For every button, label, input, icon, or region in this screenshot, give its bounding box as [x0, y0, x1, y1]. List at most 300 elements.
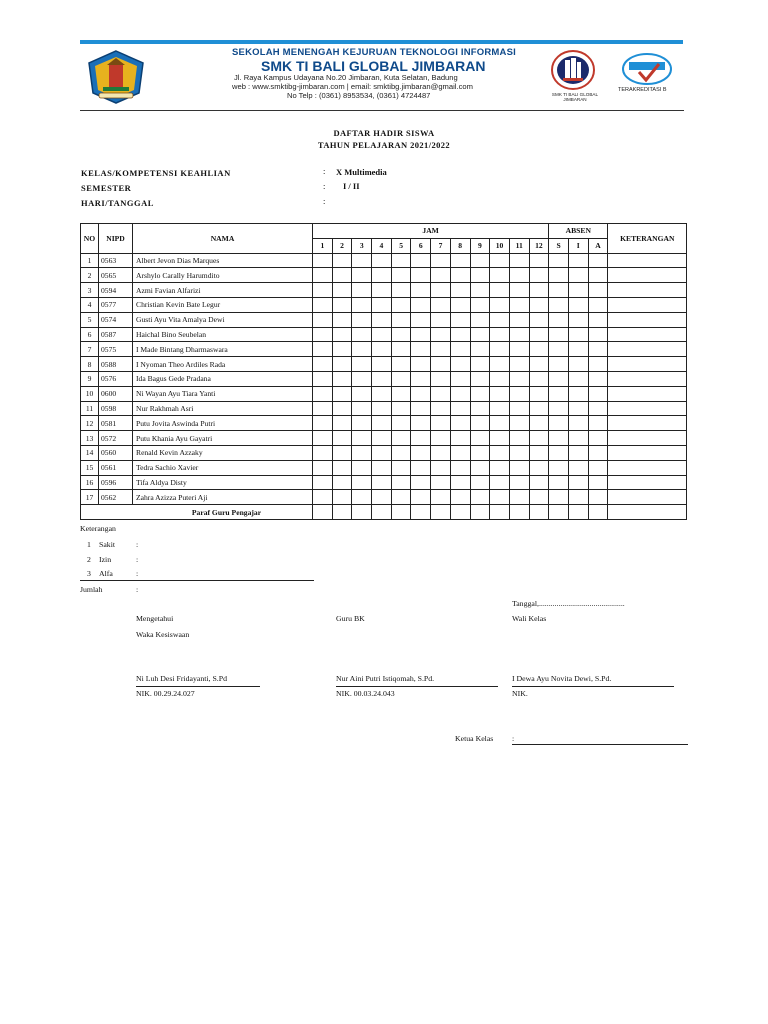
attendance-cell[interactable] [490, 297, 510, 312]
attendance-cell[interactable] [313, 431, 333, 446]
attendance-cell[interactable] [411, 253, 431, 268]
attendance-cell[interactable] [450, 416, 470, 431]
attendance-cell[interactable] [588, 401, 608, 416]
paraf-cell[interactable] [549, 505, 569, 520]
attendance-cell[interactable] [608, 342, 687, 357]
attendance-cell[interactable] [411, 268, 431, 283]
attendance-cell[interactable] [490, 445, 510, 460]
attendance-cell[interactable] [588, 490, 608, 505]
attendance-cell[interactable] [372, 327, 392, 342]
header-divider [80, 110, 684, 111]
attendance-cell[interactable] [490, 416, 510, 431]
attendance-cell[interactable] [509, 386, 529, 401]
attendance-cell[interactable] [372, 416, 392, 431]
attendance-cell[interactable] [450, 312, 470, 327]
attendance-cell[interactable] [411, 490, 431, 505]
attendance-cell[interactable] [470, 371, 490, 386]
attendance-cell[interactable] [549, 490, 569, 505]
attendance-cell[interactable] [529, 283, 549, 298]
attendance-cell[interactable] [391, 253, 411, 268]
attendance-cell[interactable] [372, 460, 392, 475]
attendance-cell[interactable] [391, 475, 411, 490]
attendance-cell[interactable] [372, 401, 392, 416]
paraf-cell[interactable] [529, 505, 549, 520]
paraf-cell[interactable] [470, 505, 490, 520]
attendance-cell[interactable] [529, 371, 549, 386]
attendance-cell[interactable] [411, 312, 431, 327]
attendance-cell[interactable] [529, 475, 549, 490]
attendance-cell[interactable] [391, 490, 411, 505]
attendance-cell[interactable] [588, 342, 608, 357]
attendance-cell[interactable] [391, 401, 411, 416]
attendance-cell[interactable] [608, 475, 687, 490]
attendance-cell[interactable] [411, 297, 431, 312]
attendance-cell[interactable] [372, 268, 392, 283]
attendance-cell[interactable] [608, 283, 687, 298]
paraf-cell[interactable] [490, 505, 510, 520]
attendance-cell[interactable] [411, 283, 431, 298]
attendance-cell[interactable] [431, 431, 451, 446]
attendance-cell[interactable] [352, 475, 372, 490]
attendance-cell[interactable] [490, 283, 510, 298]
attendance-cell[interactable] [391, 327, 411, 342]
attendance-cell[interactable] [352, 253, 372, 268]
paraf-cell[interactable] [509, 505, 529, 520]
attendance-cell[interactable] [509, 357, 529, 372]
attendance-cell[interactable] [372, 431, 392, 446]
attendance-cell[interactable] [608, 312, 687, 327]
attendance-cell[interactable] [608, 401, 687, 416]
attendance-cell[interactable] [568, 283, 588, 298]
paraf-cell[interactable] [391, 505, 411, 520]
attendance-cell[interactable] [391, 312, 411, 327]
attendance-cell[interactable] [529, 445, 549, 460]
attendance-cell[interactable] [568, 297, 588, 312]
attendance-cell[interactable] [568, 431, 588, 446]
attendance-cell[interactable] [549, 460, 569, 475]
attendance-cell[interactable] [450, 297, 470, 312]
attendance-cell[interactable] [352, 327, 372, 342]
attendance-cell[interactable] [490, 386, 510, 401]
attendance-cell[interactable] [332, 253, 352, 268]
attendance-cell[interactable] [411, 431, 431, 446]
attendance-cell[interactable] [332, 312, 352, 327]
signer-1-name: Ni Luh Desi Fridayanti, S.Pd [136, 674, 227, 683]
attendance-cell[interactable] [509, 253, 529, 268]
attendance-cell[interactable] [313, 445, 333, 460]
attendance-cell[interactable] [450, 371, 470, 386]
attendance-cell[interactable] [332, 416, 352, 431]
attendance-cell[interactable] [450, 283, 470, 298]
table-row [81, 371, 687, 386]
attendance-cell[interactable] [431, 460, 451, 475]
attendance-cell[interactable] [332, 268, 352, 283]
attendance-cell[interactable] [450, 253, 470, 268]
row-no: 14 [81, 445, 99, 460]
attendance-cell[interactable] [568, 460, 588, 475]
attendance-cell[interactable] [490, 342, 510, 357]
attendance-cell[interactable] [411, 416, 431, 431]
attendance-cell[interactable] [313, 416, 333, 431]
attendance-cell[interactable] [470, 268, 490, 283]
attendance-cell[interactable] [391, 371, 411, 386]
attendance-cell[interactable] [450, 490, 470, 505]
attendance-cell[interactable] [529, 268, 549, 283]
attendance-cell[interactable] [332, 371, 352, 386]
attendance-cell[interactable] [568, 357, 588, 372]
attendance-cell[interactable] [490, 475, 510, 490]
attendance-cell[interactable] [608, 357, 687, 372]
attendance-cell[interactable] [588, 357, 608, 372]
attendance-cell[interactable] [509, 297, 529, 312]
attendance-cell[interactable] [332, 401, 352, 416]
attendance-cell[interactable] [332, 490, 352, 505]
attendance-cell[interactable] [372, 371, 392, 386]
attendance-cell[interactable] [509, 312, 529, 327]
attendance-cell[interactable] [568, 386, 588, 401]
attendance-cell[interactable] [470, 475, 490, 490]
attendance-cell[interactable] [470, 342, 490, 357]
attendance-cell[interactable] [313, 386, 333, 401]
attendance-cell[interactable] [470, 283, 490, 298]
attendance-cell[interactable] [411, 357, 431, 372]
attendance-cell[interactable] [352, 357, 372, 372]
jam-number-header: 7 [431, 238, 451, 253]
attendance-cell[interactable] [352, 460, 372, 475]
attendance-cell[interactable] [450, 460, 470, 475]
attendance-cell[interactable] [431, 490, 451, 505]
attendance-cell[interactable] [313, 490, 333, 505]
attendance-cell[interactable] [391, 357, 411, 372]
attendance-cell[interactable] [470, 460, 490, 475]
attendance-cell[interactable] [490, 327, 510, 342]
attendance-cell[interactable] [450, 475, 470, 490]
attendance-cell[interactable] [470, 416, 490, 431]
absen-code-header: S [549, 238, 569, 253]
attendance-cell[interactable] [391, 416, 411, 431]
attendance-cell[interactable] [411, 386, 431, 401]
attendance-cell[interactable] [332, 297, 352, 312]
attendance-cell[interactable] [509, 268, 529, 283]
attendance-cell[interactable] [313, 253, 333, 268]
attendance-cell[interactable] [509, 460, 529, 475]
attendance-cell[interactable] [411, 475, 431, 490]
attendance-cell[interactable] [391, 342, 411, 357]
attendance-cell[interactable] [450, 445, 470, 460]
attendance-cell[interactable] [490, 312, 510, 327]
attendance-cell[interactable] [332, 445, 352, 460]
paraf-cell[interactable] [568, 505, 588, 520]
attendance-cell[interactable] [608, 445, 687, 460]
attendance-cell[interactable] [608, 268, 687, 283]
attendance-cell[interactable] [588, 416, 608, 431]
attendance-cell[interactable] [509, 445, 529, 460]
paraf-cell[interactable] [332, 505, 352, 520]
attendance-cell[interactable] [549, 253, 569, 268]
attendance-cell[interactable] [411, 327, 431, 342]
attendance-cell[interactable] [352, 268, 372, 283]
attendance-cell[interactable] [470, 431, 490, 446]
attendance-cell[interactable] [352, 297, 372, 312]
attendance-cell[interactable] [332, 386, 352, 401]
attendance-cell[interactable] [450, 268, 470, 283]
attendance-cell[interactable] [588, 460, 608, 475]
attendance-cell[interactable] [568, 371, 588, 386]
attendance-cell[interactable] [332, 475, 352, 490]
attendance-cell[interactable] [549, 357, 569, 372]
attendance-cell[interactable] [470, 445, 490, 460]
attendance-cell[interactable] [509, 475, 529, 490]
attendance-cell[interactable] [313, 327, 333, 342]
attendance-cell[interactable] [509, 371, 529, 386]
attendance-cell[interactable] [372, 490, 392, 505]
table-row [81, 283, 687, 298]
attendance-cell[interactable] [549, 312, 569, 327]
attendance-cell[interactable] [431, 312, 451, 327]
attendance-cell[interactable] [588, 268, 608, 283]
attendance-cell[interactable] [529, 386, 549, 401]
attendance-cell[interactable] [313, 475, 333, 490]
attendance-cell[interactable] [470, 401, 490, 416]
attendance-cell[interactable] [549, 416, 569, 431]
attendance-cell[interactable] [568, 416, 588, 431]
attendance-cell[interactable] [549, 401, 569, 416]
attendance-cell[interactable] [372, 253, 392, 268]
attendance-cell[interactable] [568, 445, 588, 460]
attendance-cell[interactable] [549, 283, 569, 298]
attendance-cell[interactable] [450, 401, 470, 416]
attendance-cell[interactable] [411, 401, 431, 416]
attendance-cell[interactable] [391, 297, 411, 312]
attendance-cell[interactable] [450, 386, 470, 401]
attendance-cell[interactable] [588, 386, 608, 401]
attendance-cell[interactable] [411, 342, 431, 357]
attendance-cell[interactable] [608, 416, 687, 431]
attendance-cell[interactable] [431, 283, 451, 298]
attendance-cell[interactable] [568, 268, 588, 283]
attendance-cell[interactable] [568, 342, 588, 357]
attendance-cell[interactable] [450, 327, 470, 342]
attendance-cell[interactable] [352, 342, 372, 357]
attendance-cell[interactable] [529, 401, 549, 416]
attendance-cell[interactable] [608, 386, 687, 401]
attendance-cell[interactable] [568, 312, 588, 327]
attendance-cell[interactable] [529, 312, 549, 327]
attendance-cell[interactable] [431, 253, 451, 268]
attendance-cell[interactable] [313, 460, 333, 475]
paraf-cell[interactable] [450, 505, 470, 520]
attendance-cell[interactable] [549, 386, 569, 401]
attendance-cell[interactable] [332, 460, 352, 475]
attendance-cell[interactable] [431, 342, 451, 357]
attendance-cell[interactable] [529, 416, 549, 431]
attendance-cell[interactable] [490, 431, 510, 446]
attendance-cell[interactable] [313, 297, 333, 312]
attendance-cell[interactable] [588, 475, 608, 490]
attendance-cell[interactable] [490, 460, 510, 475]
attendance-cell[interactable] [431, 357, 451, 372]
attendance-cell[interactable] [568, 475, 588, 490]
attendance-cell[interactable] [568, 327, 588, 342]
attendance-cell[interactable] [549, 268, 569, 283]
attendance-cell[interactable] [608, 490, 687, 505]
attendance-cell[interactable] [470, 490, 490, 505]
attendance-cell[interactable] [411, 445, 431, 460]
attendance-cell[interactable] [372, 283, 392, 298]
attendance-cell[interactable] [372, 312, 392, 327]
attendance-cell[interactable] [529, 297, 549, 312]
attendance-cell[interactable] [509, 431, 529, 446]
attendance-cell[interactable] [352, 445, 372, 460]
attendance-cell[interactable] [431, 371, 451, 386]
attendance-cell[interactable] [313, 342, 333, 357]
attendance-cell[interactable] [313, 312, 333, 327]
attendance-cell[interactable] [588, 445, 608, 460]
attendance-cell[interactable] [490, 268, 510, 283]
attendance-cell[interactable] [450, 357, 470, 372]
attendance-cell[interactable] [549, 431, 569, 446]
paraf-cell[interactable] [313, 505, 333, 520]
attendance-cell[interactable] [332, 327, 352, 342]
attendance-cell[interactable] [470, 297, 490, 312]
row-nama: Putu Khania Ayu Gayatri [133, 431, 313, 446]
attendance-cell[interactable] [372, 475, 392, 490]
attendance-cell[interactable] [529, 327, 549, 342]
attendance-cell[interactable] [509, 283, 529, 298]
attendance-cell[interactable] [529, 431, 549, 446]
attendance-cell[interactable] [588, 327, 608, 342]
attendance-cell[interactable] [431, 327, 451, 342]
attendance-cell[interactable] [568, 253, 588, 268]
attendance-cell[interactable] [529, 490, 549, 505]
attendance-cell[interactable] [450, 431, 470, 446]
attendance-cell[interactable] [431, 386, 451, 401]
header-accent-bar [80, 40, 683, 44]
attendance-cell[interactable] [529, 460, 549, 475]
attendance-cell[interactable] [549, 445, 569, 460]
attendance-cell[interactable] [411, 371, 431, 386]
attendance-cell[interactable] [431, 268, 451, 283]
attendance-cell[interactable] [431, 475, 451, 490]
attendance-cell[interactable] [411, 460, 431, 475]
paraf-cell[interactable] [588, 505, 608, 520]
paraf-cell[interactable] [608, 505, 687, 520]
attendance-cell[interactable] [529, 342, 549, 357]
paraf-cell[interactable] [431, 505, 451, 520]
attendance-cell[interactable] [372, 445, 392, 460]
attendance-cell[interactable] [470, 253, 490, 268]
attendance-cell[interactable] [608, 371, 687, 386]
attendance-cell[interactable] [352, 490, 372, 505]
attendance-cell[interactable] [391, 460, 411, 475]
attendance-cell[interactable] [509, 416, 529, 431]
attendance-cell[interactable] [372, 357, 392, 372]
attendance-cell[interactable] [431, 401, 451, 416]
attendance-cell[interactable] [313, 268, 333, 283]
attendance-cell[interactable] [372, 386, 392, 401]
attendance-cell[interactable] [391, 445, 411, 460]
table-row [81, 268, 687, 283]
attendance-cell[interactable] [352, 401, 372, 416]
attendance-cell[interactable] [352, 431, 372, 446]
paraf-cell[interactable] [352, 505, 372, 520]
attendance-cell[interactable] [352, 283, 372, 298]
attendance-cell[interactable] [588, 431, 608, 446]
attendance-cell[interactable] [509, 342, 529, 357]
attendance-cell[interactable] [549, 342, 569, 357]
attendance-cell[interactable] [332, 431, 352, 446]
attendance-cell[interactable] [490, 490, 510, 505]
attendance-cell[interactable] [588, 297, 608, 312]
attendance-cell[interactable] [549, 371, 569, 386]
attendance-cell[interactable] [313, 283, 333, 298]
attendance-cell[interactable] [608, 431, 687, 446]
attendance-cell[interactable] [608, 253, 687, 268]
attendance-cell[interactable] [470, 312, 490, 327]
attendance-cell[interactable] [608, 297, 687, 312]
attendance-cell[interactable] [391, 268, 411, 283]
attendance-cell[interactable] [608, 460, 687, 475]
attendance-cell[interactable] [313, 357, 333, 372]
attendance-cell[interactable] [352, 386, 372, 401]
attendance-cell[interactable] [431, 297, 451, 312]
attendance-cell[interactable] [588, 283, 608, 298]
attendance-cell[interactable] [391, 431, 411, 446]
attendance-cell[interactable] [549, 297, 569, 312]
attendance-cell[interactable] [490, 371, 510, 386]
attendance-cell[interactable] [490, 401, 510, 416]
attendance-cell[interactable] [588, 371, 608, 386]
attendance-cell[interactable] [529, 253, 549, 268]
attendance-cell[interactable] [313, 371, 333, 386]
paraf-cell[interactable] [372, 505, 392, 520]
legend-no: 3 [87, 569, 91, 578]
attendance-cell[interactable] [431, 445, 451, 460]
attendance-cell[interactable] [372, 342, 392, 357]
attendance-cell[interactable] [549, 475, 569, 490]
paraf-cell[interactable] [411, 505, 431, 520]
attendance-cell[interactable] [352, 371, 372, 386]
attendance-cell[interactable] [509, 401, 529, 416]
attendance-cell[interactable] [470, 327, 490, 342]
attendance-cell[interactable] [450, 342, 470, 357]
attendance-cell[interactable] [490, 253, 510, 268]
attendance-cell[interactable] [509, 490, 529, 505]
attendance-cell[interactable] [332, 342, 352, 357]
attendance-cell[interactable] [332, 283, 352, 298]
attendance-cell[interactable] [313, 401, 333, 416]
attendance-cell[interactable] [352, 416, 372, 431]
attendance-cell[interactable] [391, 283, 411, 298]
attendance-cell[interactable] [352, 312, 372, 327]
attendance-cell[interactable] [372, 297, 392, 312]
attendance-cell[interactable] [608, 327, 687, 342]
attendance-cell[interactable] [431, 416, 451, 431]
attendance-cell[interactable] [332, 357, 352, 372]
attendance-cell[interactable] [588, 253, 608, 268]
attendance-cell[interactable] [509, 327, 529, 342]
attendance-cell[interactable] [568, 490, 588, 505]
attendance-cell[interactable] [588, 312, 608, 327]
attendance-cell[interactable] [470, 357, 490, 372]
row-nama: Tedra Sachio Xavier [133, 460, 313, 475]
attendance-cell[interactable] [568, 401, 588, 416]
attendance-cell[interactable] [529, 357, 549, 372]
attendance-cell[interactable] [391, 386, 411, 401]
attendance-cell[interactable] [490, 357, 510, 372]
attendance-cell[interactable] [470, 386, 490, 401]
attendance-cell[interactable] [549, 327, 569, 342]
